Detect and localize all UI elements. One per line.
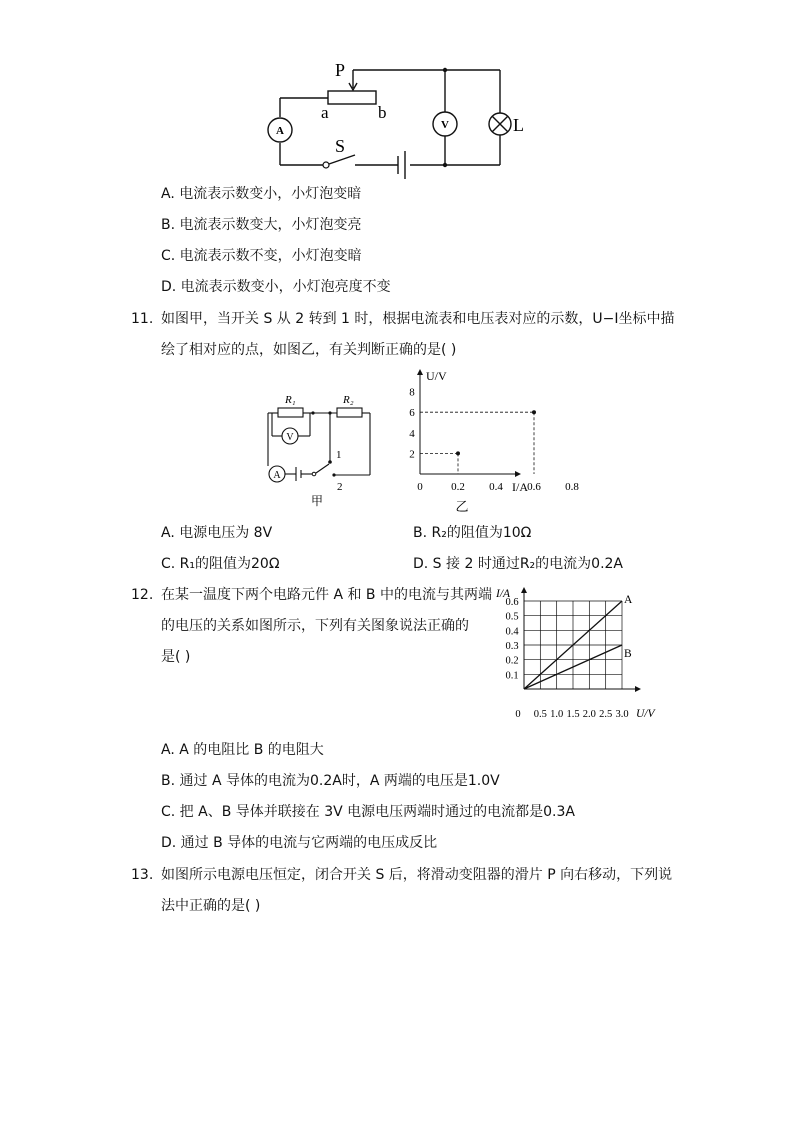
rheostat [328,91,376,104]
q12-option-d: D. 通过 B 导体的电流与它两端的电压成反比 [161,835,438,851]
y-tick-label: 0.2 [505,655,519,667]
label-pos2: 2 [337,481,343,493]
ammeter-label: A [276,125,284,137]
y-tick-label: 8 [409,386,415,399]
x-tick-label: 0.6 [527,481,541,493]
label-pos1: 1 [336,449,342,461]
chart-i-u [492,582,672,724]
q12-option-c: C. 把 A、B 导体并联接在 3V 电源电压两端时通过的电流都是0.3A [161,804,575,820]
x-tick-label: 1.5 [566,709,580,720]
y-tick-label: 2 [409,448,415,461]
q13-stem-line2: 法中正确的是( ) [161,898,261,914]
series-label-a: A [624,594,633,606]
q11-option-b: B. R₂的阻值为10Ω [413,525,532,541]
q10-option-d: D. 电流表示数变小，小灯泡亮度不变 [161,279,391,295]
q11-number: 11. [131,311,154,327]
q12-option-a: A. A 的电阻比 B 的电阻大 [161,742,324,758]
x-tick-label: 2.5 [599,709,613,720]
y-axis-label: U/V [426,369,447,383]
ammeter-icon [268,118,292,142]
svg-text:V: V [286,432,294,443]
x-tick-label: 2.0 [582,709,596,720]
q13-number: 13. [131,867,154,883]
chart-u-i [398,364,579,514]
y-axis-label: I/A [496,588,511,600]
x-tick-label: 3.0 [615,709,629,720]
q10-option-a: A. 电流表示数变小，小灯泡变暗 [161,186,362,202]
series-label-b: B [624,648,632,660]
q10-option-c: C. 电流表示数不变，小灯泡变暗 [161,248,362,264]
label-P: P [335,60,346,80]
circuit-diagram-top [255,58,545,183]
q10-option-b: B. 电流表示数变大，小灯泡变亮 [161,217,362,233]
label-S: S [335,136,346,156]
label-b: b [378,103,387,122]
q12-stem-line2: 的电压的关系如图所示，下列有关图象说法正确的 [161,618,469,634]
y-tick-label: 4 [409,427,415,440]
y-tick-label: 0.1 [505,670,519,682]
x-axis-label: I/A [512,480,528,494]
q12-number: 12. [131,587,154,603]
q13-stem-line1: 如图所示电源电压恒定，闭合开关 S 后，将滑动变阻器的滑片 P 向右移动，下列说 [161,867,673,883]
q12-stem-line1: 在某一温度下两个电路元件 A 和 B 中的电流与其两端 [161,587,492,603]
data-point [532,410,536,414]
circuit-diagram-jia [258,388,383,510]
y-tick-label: 0.6 [505,597,519,608]
y-tick-label: 6 [409,407,415,420]
voltmeter-label: V [441,119,449,131]
q11-stem-line1: 如图甲，当开关 S 从 2 转到 1 时，根据电流表和电压表对应的示数，U−I坐标中描 [161,311,675,327]
q11-option-d: D. S 接 2 时通过R₂的电流为0.2A [413,556,624,572]
y-tick-label: 0.4 [505,626,519,638]
data-point [456,451,460,455]
ammeter-icon [269,466,285,482]
voltmeter-icon [282,428,298,444]
resistor-r1 [278,408,303,417]
x-axis-label: U/V [636,708,655,720]
q11-option-a: A. 电源电压为 8V [161,525,273,541]
chart-caption: 乙 [455,499,469,514]
label-L: L [513,115,524,135]
y-tick-label: 0.5 [505,611,519,623]
label-a: a [321,103,329,122]
q12-stem-line3: 是( ) [161,649,191,665]
x-tick-label: 0.8 [565,481,579,493]
voltmeter-icon [433,112,457,136]
x-tick-label: 0.2 [451,481,465,493]
resistor-r2 [337,408,362,417]
q12-option-b: B. 通过 A 导体的电流为0.2A时，A 两端的电压是1.0V [161,773,500,789]
y-tick-label: 0.3 [505,641,519,652]
caption-jia: 甲 [311,494,324,508]
label-r1: R₁ [285,394,296,406]
x-tick-label: 0.5 [533,709,547,720]
x-tick-label: 1.0 [550,709,564,720]
q11-stem-line2: 绘了相对应的点，如图乙，有关判断正确的是( ) [161,342,457,358]
q11-option-c: C. R₁的阻值为20Ω [161,556,280,572]
svg-text:A: A [273,470,281,481]
x-tick-label: 0 [515,709,521,720]
label-r2: R₂ [343,394,354,406]
x-tick-label: 0 [417,481,423,493]
x-tick-label: 0.4 [489,481,503,493]
